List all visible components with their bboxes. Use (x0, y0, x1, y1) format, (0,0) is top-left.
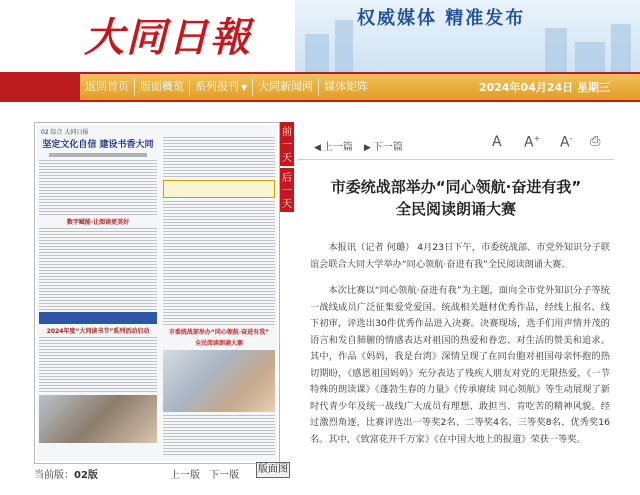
page-thumb-title[interactable]: 坚定文化自信 建设书香大同 (42, 140, 154, 150)
nav-item-label: 系列报刊 (195, 80, 239, 93)
article-toolbar (298, 134, 618, 156)
nav-item-news-site[interactable] (253, 78, 319, 96)
header-banner (295, 0, 640, 72)
main-nav (80, 74, 373, 100)
nav-item-label: 媒体矩阵 (324, 80, 369, 93)
nav-item-label: 版面概览 (140, 80, 184, 93)
previous-day-tab[interactable]: 前一天 (280, 122, 294, 166)
page-thumb-photo (39, 395, 157, 443)
article-paragraph: 本报讯（记者 何璐） 4月23日下午，市委统战部、市党外知识分子联谊会联合大同大学举办“同心领航·奋进有我”全民阅读朗诵大赛。 (310, 242, 610, 270)
font-smaller-label: A (560, 134, 570, 151)
page-thumb-bar-title[interactable]: 2024年度“大同读书节”系列活动启动 (46, 328, 150, 335)
font-bigger-label: A (524, 134, 534, 151)
font-smaller-sup: - (569, 134, 573, 143)
page-thumb-right-column (163, 135, 275, 459)
toolbar-divider (298, 159, 614, 160)
nav-item-label: 返回首页 (85, 80, 129, 93)
article-title-line-2: 全民阅读朗诵大赛 (395, 200, 516, 218)
page-thumb-header: 02 综合 大同日报 (41, 129, 89, 136)
nav-item-layout-overview[interactable] (135, 78, 190, 96)
previous-article-link[interactable] (314, 138, 353, 153)
page-thumb-subtitle[interactable]: 数字赋能·让阅读更美好 (66, 219, 130, 226)
arrow-right-icon: ▶ (364, 143, 371, 153)
font-size-increase-button[interactable] (524, 134, 540, 151)
page-thumb-article-link[interactable]: 市委统战部举办“同心领航·奋进有我” (168, 329, 270, 336)
next-page-link[interactable]: 下一版 (209, 470, 240, 481)
article-paragraph: 本次比赛以“同心领航·奋进有我”为主题，面向全市党外知识分子等统一战线成员广泛征集爱党爱国、统战相关题材优秀作品，经线上报名、线下初审，评选出30件优秀作品进入决赛。决赛现场，选手们用声情并茂的语言和发自肺腑的情感表达对祖国的热爱和眷恋、对生活的赞美和追求。其中，作品《妈妈，我是台湾》深情呈现了在同台胞对祖国母亲怀抱的热切期盼，《感恩祖国妈妈》充分表达了残疾人朋友对党的无限热爱，《一节特殊的朗读课》《蓬勃生春的力量》《传承赓续 同心领航》等生动展现了新时代青少年及统一战线广大成员有理想、敢担当、肯吃苦的精神风貌。经过激烈角逐，比赛评选出一等奖2名、二等奖4名、三等奖8名、优秀奖16名。其中，《致富花开千万家》《在中国大地上的报道》荣获一等奖。 (310, 285, 610, 445)
print-icon[interactable]: ⎙ (590, 134, 601, 149)
article-body (310, 240, 610, 458)
nav-item-media-matrix[interactable] (319, 78, 373, 96)
page-thumb-photo (163, 350, 275, 412)
page-overview-button[interactable]: 版面图 (256, 462, 290, 478)
article-title-line-1: 市委统战部举办“同心领航·奋进有我” (330, 178, 582, 196)
newspaper-page[interactable] (37, 125, 277, 461)
font-size-decrease-button[interactable] (560, 134, 572, 151)
font-size-normal-button[interactable] (492, 134, 502, 150)
article-title (298, 176, 614, 220)
masthead-logo[interactable]: 大同日報 (84, 14, 252, 61)
banner-slogan: 权威媒体 精准发布 (357, 8, 526, 29)
previous-article-label: 上一篇 (322, 142, 353, 153)
nav-item-label: 大同新闻网 (258, 80, 314, 93)
font-bigger-sup: + (533, 134, 541, 143)
chevron-down-icon: ▼ (241, 83, 248, 92)
next-day-tab[interactable]: 后一天 (280, 168, 294, 212)
page-pagination (170, 466, 245, 481)
site-header (0, 0, 640, 72)
newspaper-page-image[interactable] (34, 122, 280, 464)
nav-item-home[interactable] (80, 78, 135, 96)
prev-page-link[interactable]: 上一版 (170, 470, 200, 481)
page-thumb-article-link-2[interactable]: 全民阅读朗诵大赛 (194, 340, 243, 347)
current-page-label-text: 当前版： (34, 470, 74, 481)
page-thumb-left-column (39, 135, 157, 459)
current-page-value: 02版 (74, 470, 98, 481)
next-article-label: 下一篇 (372, 142, 403, 153)
font-normal-label: A (492, 134, 502, 150)
nav-item-series-papers[interactable] (190, 78, 253, 96)
current-date: 2024年04月24日 星期三 (478, 81, 610, 94)
arrow-left-icon: ◀ (314, 143, 321, 153)
next-article-link[interactable] (364, 138, 403, 153)
current-page-label (34, 466, 98, 481)
